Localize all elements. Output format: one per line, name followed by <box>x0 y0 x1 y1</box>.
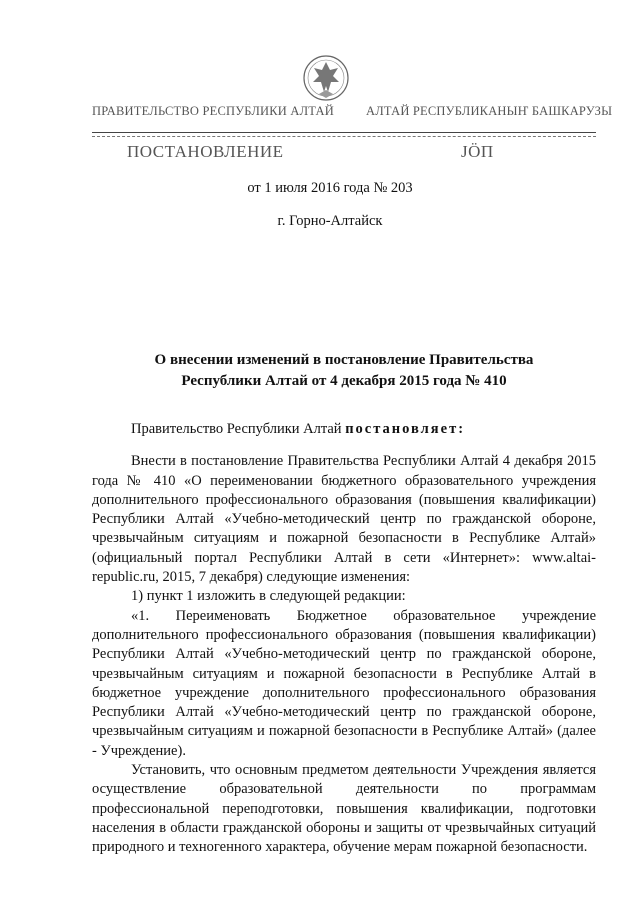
paragraph-4: Установить, что основным предметом деятельности Учреждения является осуществление образовательной деятельности по программам профессиональной переподготовки, повышения квалификации, подготовки населения в области гражданской обороны и защиты от чрезвычайных ситуаций природного и техногенного характера, обучение мерам пожарной безопасности. <box>92 762 596 856</box>
document-date-number: от 1 июля 2016 года № 203 <box>247 180 413 196</box>
decree-verb: постановляет: <box>345 421 466 437</box>
decree-line <box>92 420 596 439</box>
header-divider-dashed <box>92 136 596 137</box>
title-line-1: О внесении изменений в постановление Правительства <box>154 352 534 368</box>
document-body <box>92 420 596 858</box>
paragraph-1: Внести в постановление Правительства Республики Алтай 4 декабря 2015 года № 410 «О переименовании бюджетного образовательного учреждения дополнительного профессионального образования (повышения квалификации) Республики Алтай «Учебно-методический центр по гражданской обороне, чрезвычайным ситуациям и пожарной безопасности в Республике Алтай» (официальный портал Республики Алтай в сети «Интернет»: www.altai-republic.ru, 2015, 7 декабря) следующие изменения: <box>92 453 596 586</box>
coat-of-arms-emblem <box>301 50 351 110</box>
paragraph-3: «1. Переименовать Бюджетное образовательное учреждение дополнительного профессионального образования (повышения квалификации) Республики Алтай «Учебно-методический центр по гражданской обороне, чрезвычайным ситуациям и пожарной безопасности в Республике Алтай в бюджетное учреждение дополнительного профессионального образования Республики Алтай «Учебно-методический центр по гражданской обороне, чрезвычайным ситуациям и пожарной безопасности в Республике Алтай» (далее - Учреждение). <box>92 607 596 759</box>
government-name-altai: АЛТАЙ РЕСПУБЛИКАНЫҤ БАШКАРУЗЫ <box>366 104 613 118</box>
paragraph-2: 1) пункт 1 изложить в следующей редакции: <box>131 588 406 605</box>
title-line-2: Республики Алтай от 4 декабря 2015 года № 410 <box>181 373 507 389</box>
doc-type-russian: ПОСТАНОВЛЕНИЕ <box>127 142 284 161</box>
government-name-russian: ПРАВИТЕЛЬСТВО РЕСПУБЛИКИ АЛТАЙ <box>92 104 334 118</box>
doc-type-altai: JÖП <box>461 142 494 161</box>
document-title <box>92 350 596 392</box>
document-city: г. Горно-Алтайск <box>277 213 383 229</box>
header-divider <box>92 132 596 133</box>
decree-prefix: Правительство Республики Алтай <box>131 421 346 437</box>
